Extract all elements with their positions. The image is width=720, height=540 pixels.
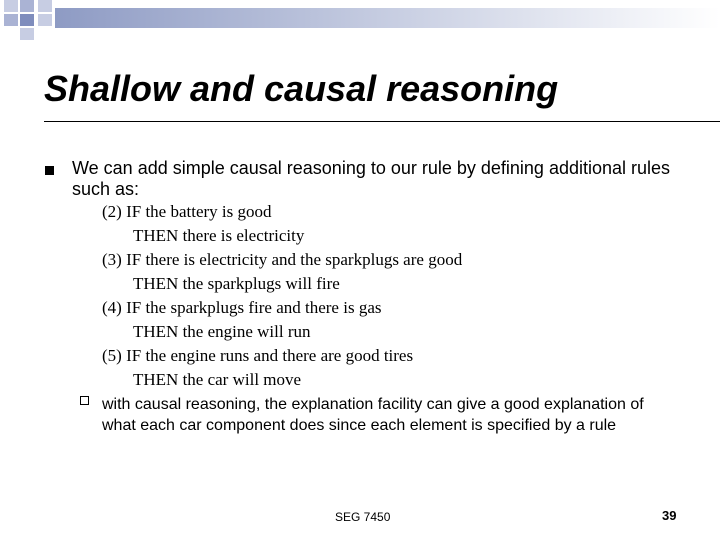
hollow-square-bullet-icon [80, 396, 89, 405]
sub-bullet-text: with causal reasoning, the explanation facility can give a good explanation of what each car component does since each element is specified by a rule [102, 396, 644, 434]
square-bullet-icon [45, 166, 54, 175]
rule-line: THEN the sparkplugs will fire [133, 274, 340, 293]
rule-line: (5) IF the engine runs and there are good tires [102, 346, 414, 365]
bullet-text: We can add simple causal reasoning to our rule by defining additional rules such as: [72, 158, 671, 199]
slide-title: Shallow and causal reasoning [44, 68, 559, 109]
rule-line: (2) IF the battery is good [102, 202, 272, 221]
rule-line: THEN there is electricity [133, 226, 305, 245]
title-divider [44, 121, 720, 122]
page-number: 39 [662, 508, 677, 523]
rule-line: (3) IF there is electricity and the sparkplugs are good [102, 250, 463, 269]
header-decoration [0, 0, 720, 40]
rule-line: THEN the car will move [133, 370, 302, 389]
footer-text: SEG 7450 [335, 510, 391, 524]
rule-line: THEN the engine will run [133, 322, 311, 341]
rule-line: (4) IF the sparkplugs fire and there is gas [102, 298, 382, 317]
